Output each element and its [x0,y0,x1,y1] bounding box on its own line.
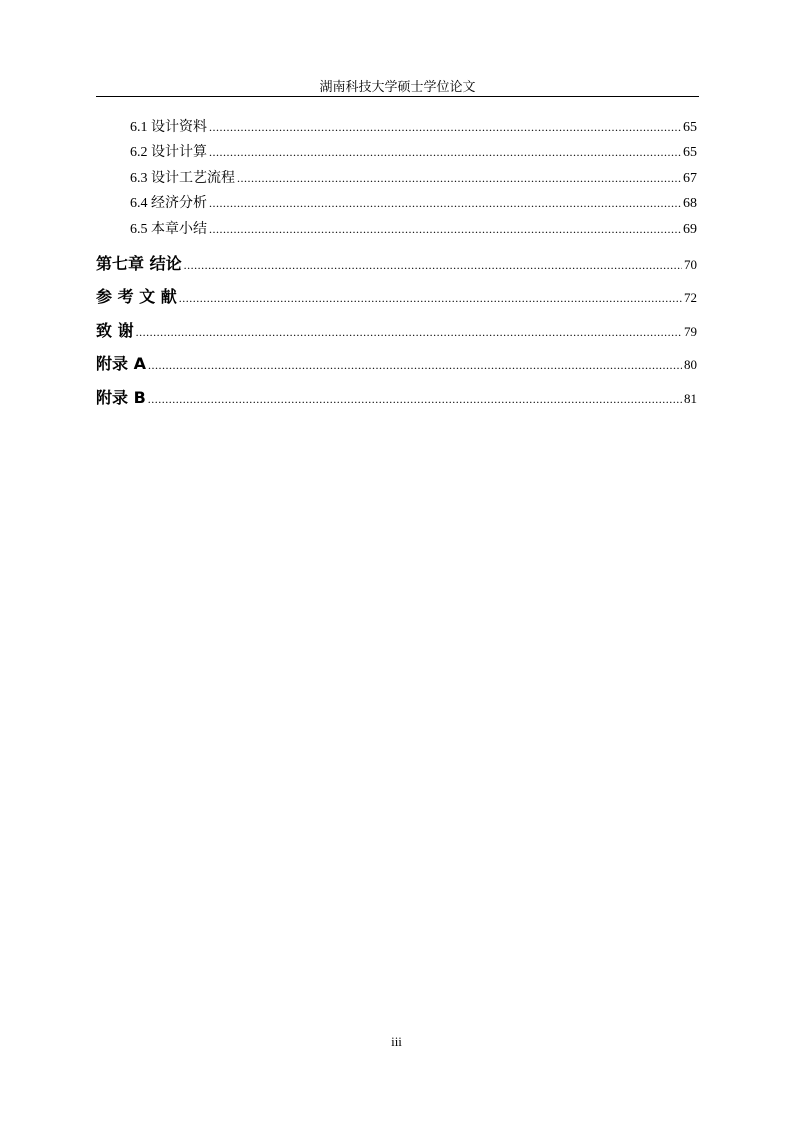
toc-entry-chapter-7[interactable] [96,252,697,276]
toc-entry-6-4[interactable] [130,193,697,213]
dot-leader [179,286,682,310]
dot-leader [136,320,682,344]
toc-entry-references[interactable] [96,285,697,309]
toc-entry-6-3[interactable] [130,168,697,188]
toc-entry-6-1[interactable] [130,117,697,137]
dot-leader [209,117,681,137]
toc-page-number: 65 [683,120,697,135]
dot-leader [237,168,681,188]
toc-entry-6-5[interactable] [130,219,697,239]
dot-leader [148,353,682,377]
toc-entry-acknowledgements[interactable] [96,319,697,343]
toc-page-number: 80 [684,357,697,372]
toc-entry-label: 附录 A [96,354,146,373]
toc-entry-appendix-a[interactable] [96,352,697,376]
toc-page-number: 69 [683,222,697,237]
toc-entry-appendix-b[interactable] [96,386,697,410]
toc-page-number: 65 [683,145,697,160]
toc-entry-label: 6.3 设计工艺流程 [130,171,235,186]
toc-entry-label: 第七章 结论 [96,254,182,273]
toc-entry-6-2[interactable] [130,142,697,162]
toc-entry-label: 致 谢 [96,321,134,340]
toc-page-number: 79 [684,324,697,339]
toc-page-number: 68 [683,196,697,211]
page-number-footer: iii [391,1034,402,1049]
toc-entry-label: 6.4 经济分析 [130,196,207,211]
dot-leader [209,219,681,239]
toc-page-number: 67 [683,171,697,186]
dot-leader [184,253,682,277]
dot-leader [209,193,681,213]
header-rule [96,96,699,97]
dot-leader [148,387,682,411]
toc-entry-label: 6.1 设计资料 [130,120,207,135]
toc-entry-label: 参 考 文 献 [96,287,177,306]
dot-leader [209,142,681,162]
toc-page-number: 72 [684,290,697,305]
toc-entry-label: 6.5 本章小结 [130,222,207,237]
toc-page-number: 70 [684,257,697,272]
toc-entry-label: 附录 B [96,388,146,407]
toc-entry-label: 6.2 设计计算 [130,145,207,160]
running-header: 湖南科技大学硕士学位论文 [319,79,476,94]
toc-page-number: 81 [684,391,697,406]
